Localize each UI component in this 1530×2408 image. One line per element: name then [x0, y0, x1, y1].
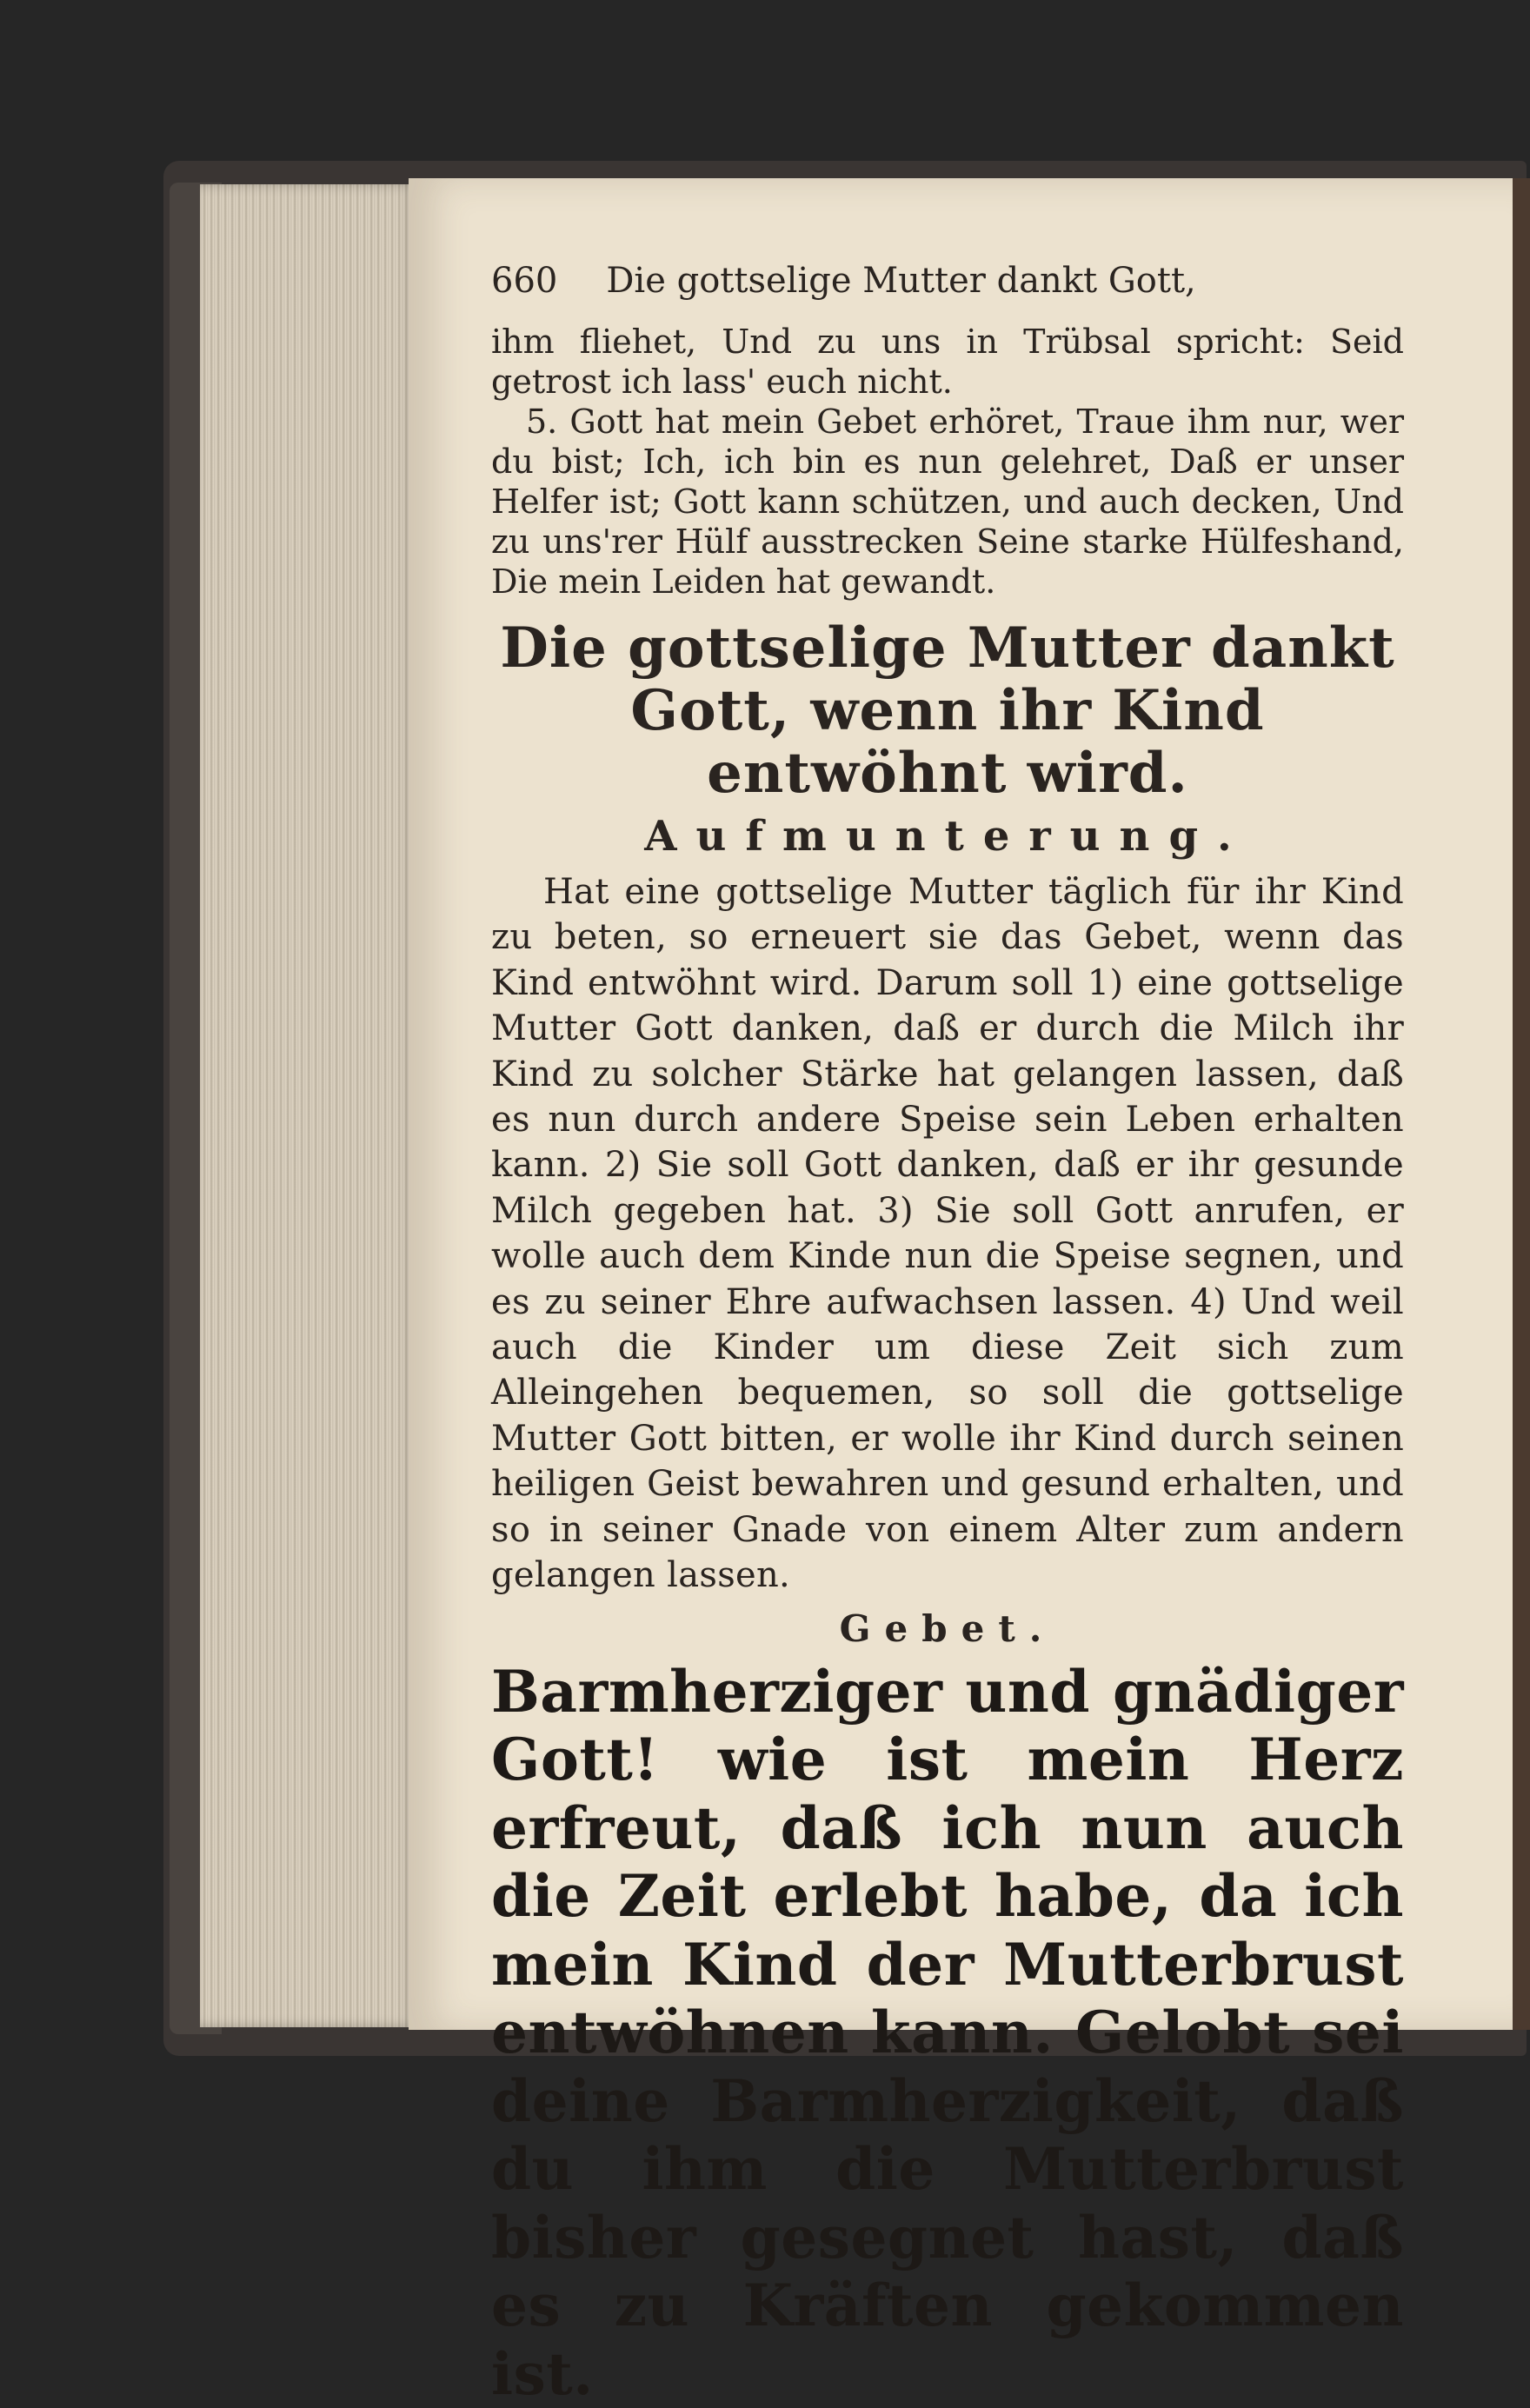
prayer-text: Barmherziger und gnädiger Gott! wie ist mein Herz erfreut, daß ich nun auch die Zeit erlebt habe, da ich mein Kind der Mutterbrust entwöhnen kann. Gelobt sei deine Barmherzigkeit, daß du ihm die Mutterbrust bisher gesegnet hast, daß es zu Kräften gekommen ist.	[491, 1658, 1404, 2408]
prayer-subtitle: Gebet.	[491, 1609, 1404, 1649]
page-number: 660	[491, 261, 557, 301]
hymn-line: ihm fliehet, Und zu uns in Trübsal spricht: Seid getrost ich lass' euch nicht.	[491, 322, 1404, 402]
hymn-verse-5: 5. Gott hat mein Gebet erhöret, Traue ihm nur, wer du bist; Ich, ich bin es nun gelehret, Daß er unser Helfer ist; Gott kann schützen, und auch decken, Und zu uns'rer Hülf ausstrecken Seine starke Hülfeshand, Die mein Leiden hat gewandt.	[491, 402, 1404, 602]
page-stack	[200, 184, 417, 2027]
running-title: Die gottselige Mutter dankt Gott,	[606, 261, 1195, 301]
page-content	[491, 322, 1404, 2408]
page-header	[491, 261, 1213, 322]
section-title: Die gottselige Mutter dankt Gott, wenn ihr Kind entwöhnt wird.	[491, 617, 1404, 805]
page-right-edge	[1513, 178, 1530, 2030]
section-body: Hat eine gottselige Mutter täglich für ihr Kind zu beten, so erneuert sie das Gebet, wenn das Kind entwöhnt wird. Darum soll 1) eine gottselige Mutter Gott danken, daß er durch die Milch ihr Kind zu solcher Stärke hat gelangen lassen, daß es nun durch andere Speise sein Leben erhalten kann. 2) Sie soll Gott danken, daß er ihr gesunde Milch gegeben hat. 3) Sie soll Gott anrufen, er wolle auch dem Kinde nun die Speise segnen, und es zu seiner Ehre aufwachsen lassen. 4) Und weil auch die Kinder um diese Zeit sich zum Alleingehen bequemen, so soll die gottselige Mutter Gott bitten, er wolle ihr Kind durch seinen heiligen Geist bewahren und gesund erhalten, und so in seiner Gnade von einem Alter zum andern gelangen lassen.	[491, 869, 1404, 1599]
section-subtitle: Aufmunterung.	[491, 812, 1404, 861]
